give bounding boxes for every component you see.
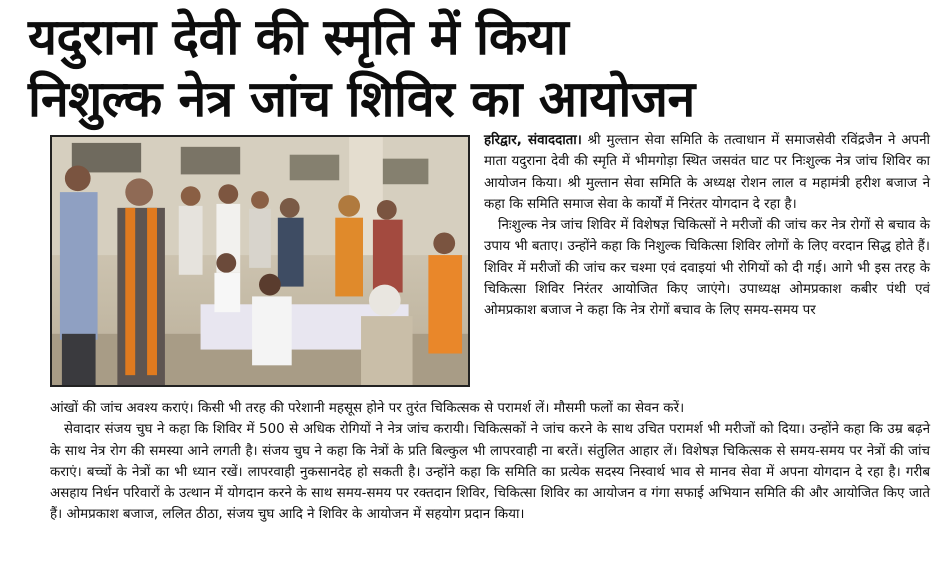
dateline: हरिद्वार, संवाददाता। — [484, 133, 582, 148]
article-column-right — [484, 130, 930, 322]
headline-line-1: यदुराना देवी की स्मृति में किया — [28, 8, 569, 66]
article-full-width — [50, 398, 930, 526]
man-left — [60, 166, 98, 385]
patient — [361, 285, 413, 385]
paragraph-2: निःशुल्क नेत्र जांच शिविर में विशेषज्ञ चिकित्सों ने मरीजों की जांच कर नेत्र रोगों से बचाव के उपाय भी बताए। उन्होंने कहा कि निशुल्क चिकित्सा शिविर लोगों के लिए वरदान सिद्ध होते हैं। शिविर में मरीजों की जांच कर चश्मा एवं दवाइयां भी रोगियों को दी गई। आगे भी इस तरह के चिकित्सा शिविर निरंतर आयोजित किए जाएंगे। उपाध्यक्ष ओमप्रकाश कबीर पंथी एवं ओमप्रकाश बजाज ने कहा कि नेत्र रोगों बचाव के लिए समय-समय पर — [484, 218, 930, 319]
paragraph-1 — [484, 130, 930, 215]
paragraph-3: सेवादार संजय चुघ ने कहा कि शिविर में 500 से अधिक रोगियों ने नेत्र जांच करायी। चिकित्सकों ने जांच करने के साथ उचित परामर्श भी मरीजों को दिया। उन्होंने कहा कि उम्र बढ़ने के साथ नेत्र रोग की समस्या आने लगती है। संजय चुघ ने कहा कि नेत्रों के प्रति बिल्कुल भी लापरवाही ना बरतें। संतुलित आहार लें। विशेषज्ञ चिकित्सक से समय-समय पर नेत्रों की जांच कराएं। बच्चों के नेत्रों का भी ध्यान रखें। लापरवाही नुकसानदेह हो सकती है। उन्होंने कहा कि समिति का प्रत्येक सदस्य निस्वार्थ भाव से मानव सेवा में अपना योगदान दे रहा है। गरीब असहाय निर्धन परिवारों के उत्थान में योगदान करने के साथ समय-समय पर रक्तदान शिविर, चिकित्सा शिविर का आयोजन व गंगा सफाई अभियान समिति की और आयोजित किए जाते हैं। ओमप्रकाश बजाज, ललित ठीठा, संजय चुघ आदि ने शिविर के आयोजन में सहयोग प्रदान किया। — [50, 422, 930, 523]
headline-line-2: निशुल्क नेत्र जांच शिविर का आयोजन — [28, 70, 695, 128]
paragraph-1-text: श्री मुल्तान सेवा समिति के तत्वाधान में समाजसेवी रविंद्रजैन ने अपनी माता यदुराना देवी की स्मृति में भीमगोड़ा स्थित जसवंत घाट पर निःशुल्क नेत्र जांच शिविर का आयोजन किया। श्री मुल्तान सेवा समिति के अध्यक्ष रोशन लाल व महामंत्री हरीश बजाज ने कहा कि समिति समाज सेवा के कार्यों में निरंतर योगदान दे रहा है। — [484, 133, 930, 212]
news-photo — [50, 135, 470, 387]
elder-saffron-scarf — [117, 178, 165, 385]
eye-camp-photo-illustration — [52, 137, 468, 385]
paragraph-2-continued: आंखों की जांच अवश्य कराएं। किसी भी तरह की परेशानी महसूस होने पर तुरंत चिकित्सक से परामर्श लें। मौसमी फलों का सेवन करें। — [50, 401, 685, 416]
headline — [28, 6, 928, 130]
